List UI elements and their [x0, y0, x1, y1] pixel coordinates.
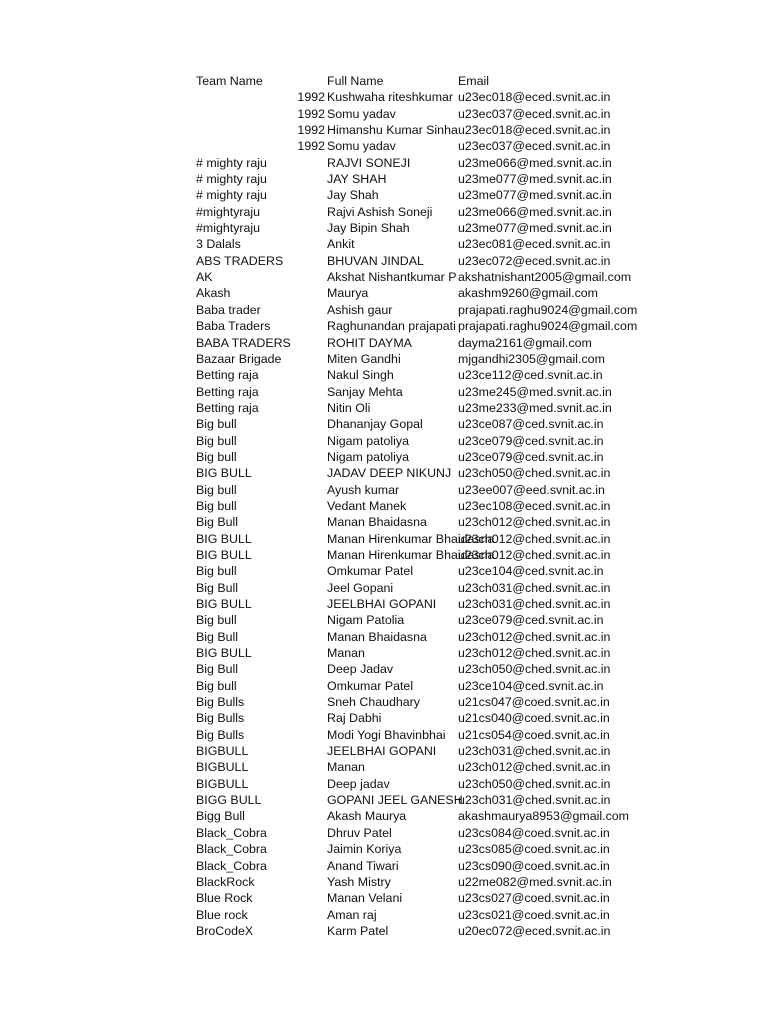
full-name-cell: Nigam patoliya: [327, 449, 409, 464]
table-row: [196, 187, 612, 203]
table-row: [196, 645, 611, 661]
full-name-cell: Manan Hirenkumar Bhaidasna: [327, 547, 495, 562]
email-cell: u21cs047@coed.svnit.ac.in: [458, 695, 610, 710]
email-cell: u23ch050@ched.svnit.ac.in: [458, 776, 611, 791]
table-row: [196, 236, 611, 252]
team-name-cell: Big bull: [196, 564, 237, 579]
team-name-cell: BIG BULL: [196, 646, 252, 661]
team-name-cell: ABS TRADERS: [196, 253, 284, 268]
email-cell: akashm9260@gmail.com: [458, 286, 598, 301]
full-name-cell: RAJVI SONEJI: [327, 155, 411, 170]
team-name-cell: Big Bulls: [196, 711, 245, 726]
email-cell: u21cs054@coed.svnit.ac.in: [458, 727, 610, 742]
header-team-name: Team Name: [196, 74, 263, 88]
email-cell: u23me066@med.svnit.ac.in: [458, 155, 612, 170]
email-cell: u23ch050@ched.svnit.ac.in: [458, 466, 611, 481]
spreadsheet-table: [196, 73, 638, 939]
full-name-cell: Manan Velani: [327, 891, 403, 906]
email-cell: u23ch050@ched.svnit.ac.in: [458, 662, 611, 677]
team-name-cell: Big bull: [196, 482, 237, 497]
table-row: [196, 596, 611, 612]
full-name-cell: JEELBHAI GOPANI: [327, 744, 437, 759]
table-row: [196, 792, 611, 808]
team-name-cell: Baba Traders: [196, 319, 271, 334]
full-name-cell: Miten Gandhi: [327, 351, 401, 366]
email-cell: u23ch012@ched.svnit.ac.in: [458, 531, 611, 546]
email-cell: u23ec037@eced.svnit.ac.in: [458, 106, 611, 121]
email-cell: u23ch031@ched.svnit.ac.in: [458, 597, 611, 611]
full-name-cell: JAY SHAH: [327, 172, 387, 187]
email-cell: prajapati.raghu9024@gmail.com: [458, 319, 638, 334]
table-row: [196, 694, 610, 710]
full-name-cell: Ankit: [327, 237, 355, 252]
full-name-cell: Somu yadav: [327, 139, 396, 154]
email-cell: u23ec037@eced.svnit.ac.in: [458, 139, 611, 154]
email-cell: u23me077@med.svnit.ac.in: [458, 221, 612, 236]
full-name-cell: Nitin Oli: [327, 400, 371, 415]
team-name-cell: 3 Dalals: [196, 237, 241, 252]
full-name-cell: Jaimin Koriya: [327, 842, 402, 857]
full-name-cell: Dhananjay Gopal: [327, 417, 423, 432]
table-row: [196, 808, 629, 824]
full-name-cell: Yash Mistry: [327, 874, 391, 889]
table-row: [196, 629, 611, 645]
full-name-cell: Nigam patoliya: [327, 433, 409, 448]
table-row: [196, 841, 610, 857]
email-cell: u23ec018@eced.svnit.ac.in: [458, 123, 611, 138]
table-row: [196, 580, 611, 596]
table-row: [196, 367, 603, 383]
team-name-cell: BIGBULL: [196, 776, 249, 791]
table-row: [196, 547, 611, 563]
team-name-cell: 1992: [297, 106, 325, 121]
full-name-cell: Jay Shah: [327, 188, 379, 203]
email-cell: u23ec108@eced.svnit.ac.in: [458, 498, 611, 513]
full-name-cell: Anand Tiwari: [327, 858, 399, 873]
full-name-cell: Rajvi Ashish Soneji: [327, 204, 433, 219]
email-cell: u23ch031@ched.svnit.ac.in: [458, 793, 611, 808]
full-name-cell: Ayush kumar: [327, 482, 400, 497]
email-cell: u23ch012@ched.svnit.ac.in: [458, 629, 611, 644]
email-cell: u23cs027@coed.svnit.ac.in: [458, 891, 610, 906]
table-row: [196, 465, 611, 481]
email-cell: u23ce079@ced.svnit.ac.in: [458, 613, 604, 628]
full-name-cell: Jay Bipin Shah: [327, 221, 410, 236]
team-name-cell: Big bull: [196, 433, 237, 448]
team-name-cell: Black_Cobra: [196, 842, 267, 857]
table-row: [196, 907, 610, 923]
table-row: [196, 318, 638, 334]
table-row: [196, 514, 611, 530]
table-body: [196, 89, 638, 939]
table-row: [196, 253, 611, 269]
table-row: [196, 269, 632, 285]
table-row: [196, 106, 611, 122]
full-name-cell: Aman raj: [327, 907, 377, 922]
team-name-cell: #mightyraju: [196, 221, 261, 236]
full-name-cell: Somu yadav: [327, 106, 396, 121]
team-name-cell: 1992: [297, 139, 325, 154]
email-cell: u23me066@med.svnit.ac.in: [458, 204, 612, 219]
table-row: [196, 416, 604, 432]
email-cell: u23me245@med.svnit.ac.in: [458, 384, 612, 399]
email-cell: u23ec018@eced.svnit.ac.in: [458, 90, 611, 105]
full-name-cell: Omkumar Patel: [327, 564, 414, 579]
email-cell: u23cs021@coed.svnit.ac.in: [458, 907, 610, 922]
team-name-cell: Bazaar Brigade: [196, 351, 282, 366]
team-name-cell: BIG BULL: [196, 466, 252, 481]
table-row: [196, 335, 592, 351]
table-row: [196, 743, 611, 759]
team-name-cell: Big Bulls: [196, 727, 245, 742]
full-name-cell: Jeel Gopani: [327, 580, 394, 595]
table-row: [196, 890, 610, 906]
full-name-cell: ROHIT DAYMA: [327, 335, 412, 350]
email-cell: akshatnishant2005@gmail.com: [458, 270, 632, 285]
table-row: [196, 204, 612, 220]
table-row: [196, 563, 604, 579]
table-row: [196, 759, 611, 775]
email-cell: u23me077@med.svnit.ac.in: [458, 188, 612, 203]
team-name-cell: BIGG BULL: [196, 793, 262, 808]
full-name-cell: Nakul Singh: [327, 368, 394, 383]
full-name-cell: Akash Maurya: [327, 809, 407, 824]
email-cell: u23me233@med.svnit.ac.in: [458, 400, 612, 415]
team-name-cell: Akash: [196, 286, 231, 301]
team-name-cell: Big bull: [196, 449, 237, 464]
team-name-cell: 1992: [297, 90, 325, 105]
full-name-cell: Deep jadav: [327, 776, 390, 791]
table-row: [196, 351, 605, 367]
table-row: [196, 498, 611, 514]
email-cell: u21cs040@coed.svnit.ac.in: [458, 711, 610, 726]
full-name-cell: Maurya: [327, 286, 369, 301]
table-row: [196, 710, 610, 726]
email-cell: u23ch012@ched.svnit.ac.in: [458, 547, 611, 562]
team-name-cell: Betting raja: [196, 368, 259, 383]
email-cell: u20ec072@eced.svnit.ac.in: [458, 923, 611, 938]
full-name-cell: JEELBHAI GOPANI: [327, 597, 437, 611]
team-name-cell: BIGBULL: [196, 760, 249, 775]
team-name-cell: BroCodeX: [196, 923, 254, 938]
email-cell: dayma2161@gmail.com: [458, 335, 592, 350]
full-name-cell: Kushwaha riteshkumar: [327, 90, 454, 105]
team-name-cell: Big Bull: [196, 580, 239, 595]
team-name-cell: Betting raja: [196, 400, 259, 415]
full-name-cell: Modi Yogi Bhavinbhai: [327, 727, 446, 742]
team-name-cell: Big Bull: [196, 515, 239, 530]
table-row: [196, 155, 612, 171]
email-cell: u23cs085@coed.svnit.ac.in: [458, 842, 610, 857]
team-name-cell: Big bull: [196, 417, 237, 432]
team-name-cell: Baba trader: [196, 302, 261, 317]
full-name-cell: Vedant Manek: [327, 498, 407, 513]
team-name-cell: # mighty raju: [196, 172, 267, 187]
header-row: [196, 73, 589, 89]
table-row: [196, 858, 610, 874]
table-row: [196, 661, 611, 677]
team-name-cell: BIG BULL: [196, 597, 252, 611]
table-row: [196, 678, 604, 694]
team-name-cell: # mighty raju: [196, 188, 267, 203]
email-cell: akashmaurya8953@gmail.com: [458, 809, 629, 824]
full-name-cell: Akshat Nishantkumar P: [327, 270, 457, 285]
table-row: [196, 449, 604, 465]
team-name-cell: BIGBULL: [196, 744, 249, 759]
email-cell: u23ch012@ched.svnit.ac.in: [458, 760, 611, 775]
team-name-cell: Big Bull: [196, 629, 239, 644]
email-cell: u23cs090@coed.svnit.ac.in: [458, 858, 610, 873]
email-cell: u23ce104@ced.svnit.ac.in: [458, 564, 604, 579]
full-name-cell: Manan Bhaidasna: [327, 515, 427, 530]
team-name-cell: Blue Rock: [196, 891, 253, 906]
full-name-cell: Omkumar Patel: [327, 678, 414, 693]
team-name-cell: BIG BULL: [196, 531, 252, 546]
team-name-cell: #mightyraju: [196, 204, 261, 219]
email-cell: prajapati.raghu9024@gmail.com: [458, 302, 638, 317]
team-name-cell: BIG BULL: [196, 547, 252, 562]
email-cell: u23ch012@ched.svnit.ac.in: [458, 515, 611, 530]
email-cell: u23cs084@coed.svnit.ac.in: [458, 825, 610, 840]
full-name-cell: Dhruv Patel: [327, 825, 392, 840]
email-cell: u23ch012@ched.svnit.ac.in: [458, 646, 611, 661]
table-row: [196, 138, 611, 154]
full-name-cell: Nigam Patolia: [327, 613, 405, 628]
team-name-cell: Big Bull: [196, 662, 239, 677]
table-row: [196, 285, 598, 301]
team-name-cell: Bigg Bull: [196, 809, 245, 824]
full-name-cell: Sneh Chaudhary: [327, 695, 420, 710]
table-row: [196, 923, 611, 939]
full-name-cell: Karm Patel: [327, 923, 389, 938]
full-name-cell: Deep Jadav: [327, 662, 394, 677]
team-name-cell: BlackRock: [196, 874, 255, 889]
email-cell: u23ce112@ced.svnit.ac.in: [458, 368, 603, 383]
table-row: [196, 776, 611, 792]
table-row: [196, 531, 611, 547]
table-row: [196, 727, 610, 743]
table-row: [196, 89, 611, 105]
email-cell: u23ec081@eced.svnit.ac.in: [458, 237, 611, 252]
full-name-cell: Raghunandan prajapati: [327, 319, 456, 334]
full-name-cell: GOPANI JEEL GANESH: [327, 793, 463, 808]
team-name-cell: Big bull: [196, 613, 237, 628]
table-row: [196, 171, 612, 187]
team-name-cell: Big bull: [196, 678, 237, 693]
table-row: [196, 874, 612, 890]
full-name-cell: Sanjay Mehta: [327, 384, 403, 399]
email-cell: u23ce079@ced.svnit.ac.in: [458, 449, 604, 464]
email-cell: u23ch031@ched.svnit.ac.in: [458, 744, 611, 759]
email-cell: u23ch031@ched.svnit.ac.in: [458, 580, 611, 595]
table-row: [196, 384, 612, 400]
table-row: [196, 482, 605, 498]
full-name-cell: Manan Hirenkumar Bhaidasna: [327, 531, 495, 546]
team-name-cell: Black_Cobra: [196, 825, 267, 840]
table-row: [196, 433, 604, 449]
table-row: [196, 400, 612, 416]
table-row: [196, 612, 604, 628]
full-name-cell: Himanshu Kumar Sinha: [327, 123, 458, 138]
team-name-cell: 1992: [297, 123, 325, 138]
full-name-cell: Manan Bhaidasna: [327, 629, 427, 644]
team-name-cell: Betting raja: [196, 384, 259, 399]
full-name-cell: JADAV DEEP NIKUNJ: [327, 466, 452, 481]
team-name-cell: AK: [196, 270, 213, 285]
email-cell: u22me082@med.svnit.ac.in: [458, 874, 612, 889]
team-name-cell: Big bull: [196, 498, 237, 513]
table-row: [196, 825, 610, 841]
team-name-cell: BABA TRADERS: [196, 335, 291, 350]
full-name-cell: Ashish gaur: [327, 302, 393, 317]
email-cell: u23ce079@ced.svnit.ac.in: [458, 433, 604, 448]
team-name-cell: Black_Cobra: [196, 858, 267, 873]
table-row: [196, 122, 611, 138]
full-name-cell: Manan: [327, 760, 365, 775]
team-name-cell: Blue rock: [196, 907, 248, 922]
email-cell: u23ce104@ced.svnit.ac.in: [458, 678, 604, 693]
header-full-name: Full Name: [327, 74, 384, 88]
header-email: Email: [458, 74, 489, 88]
email-cell: u23ee007@eed.svnit.ac.in: [458, 482, 605, 497]
table-row: [196, 220, 612, 236]
email-cell: u23ce087@ced.svnit.ac.in: [458, 417, 604, 432]
full-name-cell: Raj Dabhi: [327, 711, 382, 726]
email-cell: u23ec072@eced.svnit.ac.in: [458, 253, 611, 268]
table-row: [196, 302, 638, 318]
full-name-cell: BHUVAN JINDAL: [327, 253, 424, 268]
email-cell: mjgandhi2305@gmail.com: [458, 351, 605, 366]
team-name-cell: # mighty raju: [196, 155, 267, 170]
email-cell: u23me077@med.svnit.ac.in: [458, 172, 612, 187]
full-name-cell: Manan: [327, 646, 365, 661]
team-name-cell: Big Bulls: [196, 695, 245, 710]
